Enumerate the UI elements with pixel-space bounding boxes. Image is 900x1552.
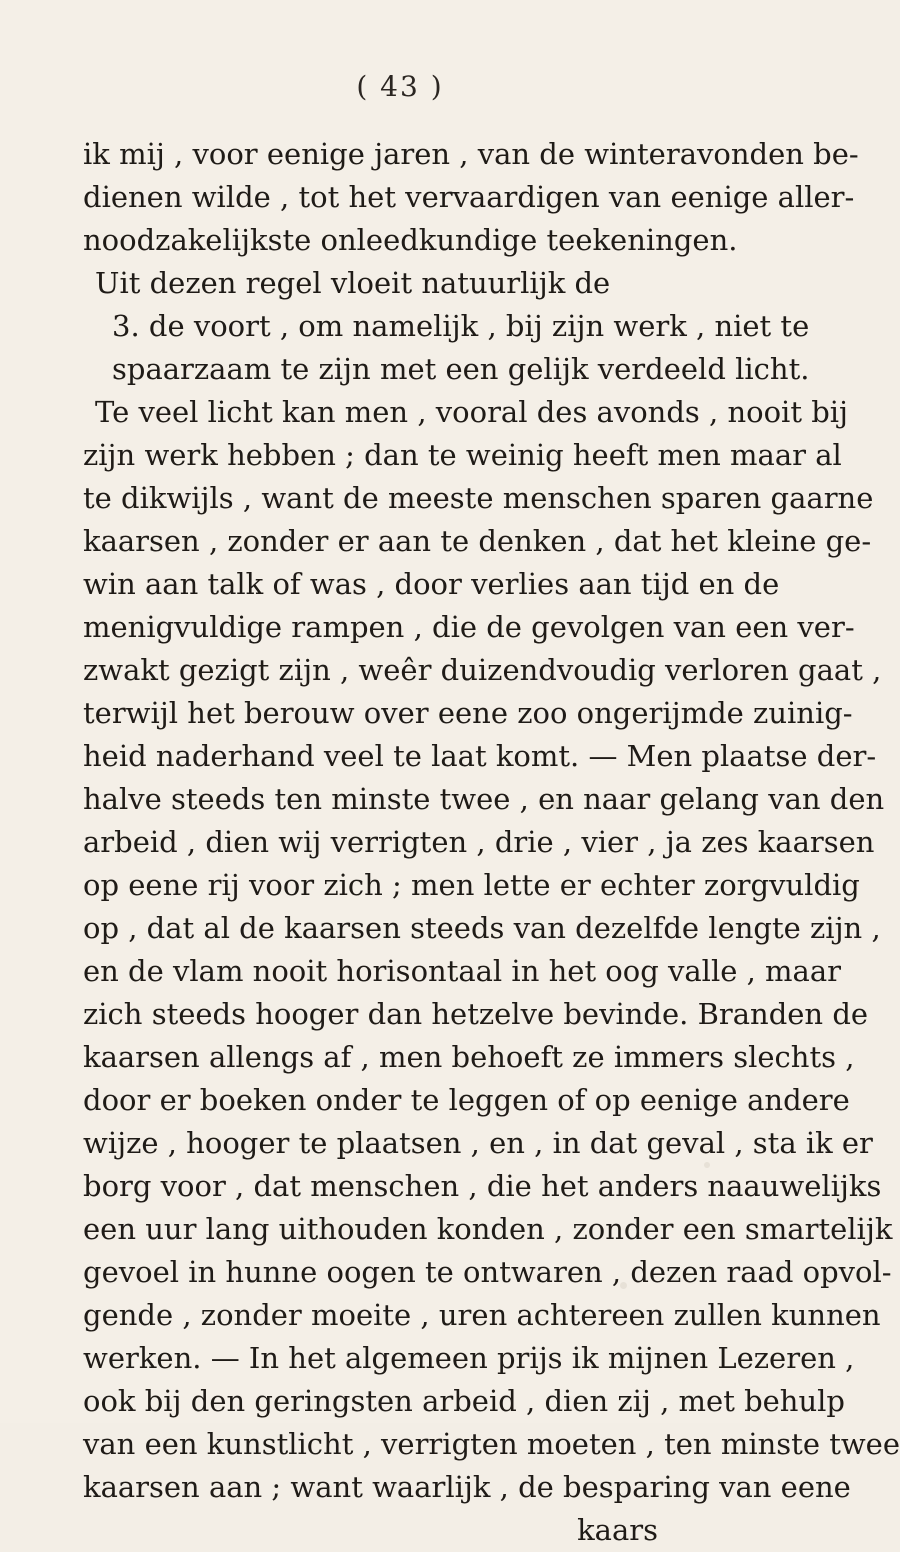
text-line: zwakt gezigt zijn , weêr duizendvoudig verloren gaat , bbox=[83, 653, 882, 687]
text-line: werken. — In het algemeen prijs ik mijnen Lezeren , bbox=[83, 1341, 855, 1375]
text-line: gevoel in hunne oogen te ontwaren , dezen raad opvol- bbox=[83, 1255, 892, 1289]
text-line: zijn werk hebben ; dan te weinig heeft men maar al bbox=[83, 438, 842, 472]
text-line: kaarsen aan ; want waarlijk , de besparing van eene bbox=[83, 1470, 851, 1504]
text-line: gende , zonder moeite , uren achtereen zullen kunnen bbox=[83, 1298, 881, 1332]
paper-stain bbox=[704, 1162, 710, 1168]
text-line: halve steeds ten minste twee , en naar gelang van den bbox=[83, 782, 885, 816]
body-text bbox=[83, 133, 900, 1552]
text-line: door er boeken onder te leggen of op eenige andere bbox=[83, 1083, 850, 1117]
text-line: arbeid , dien wij verrigten , drie , vier , ja zes kaarsen bbox=[83, 825, 875, 859]
text-line: een uur lang uithouden konden , zonder een smartelijk bbox=[83, 1212, 893, 1246]
text-line: 3. de voort , om namelijk , bij zijn werk , niet te bbox=[112, 309, 810, 343]
text-line: noodzakelijkste onleedkundige teekeningen. bbox=[83, 223, 738, 257]
text-line: op , dat al de kaarsen steeds van dezelfde lengte zijn , bbox=[83, 911, 881, 945]
text-line: terwijl het berouw over eene zoo ongerijmde zuinig- bbox=[83, 696, 853, 730]
text-line: menigvuldige rampen , die de gevolgen van een ver- bbox=[83, 610, 855, 644]
text-line: op eene rij voor zich ; men lette er echter zorgvuldig bbox=[83, 868, 860, 902]
text-line: Uit dezen regel vloeit natuurlijk de bbox=[95, 266, 611, 300]
text-line: win aan talk of was , door verlies aan tijd en de bbox=[83, 567, 780, 601]
text-line: ook bij den geringsten arbeid , dien zij , met behulp bbox=[83, 1384, 846, 1418]
text-line: dienen wilde , tot het vervaardigen van eenige aller- bbox=[83, 180, 855, 214]
text-line: Te veel licht kan men , vooral des avonds , nooit bij bbox=[95, 395, 849, 429]
text-line: wijze , hooger te plaatsen , en , in dat geval , sta ik er bbox=[83, 1126, 873, 1160]
text-line: heid naderhand veel te laat komt. — Men plaatse der- bbox=[83, 739, 877, 773]
page-number: ( 43 ) bbox=[356, 70, 444, 103]
catchword: kaars bbox=[577, 1513, 658, 1547]
text-line: ik mij , voor eenige jaren , van de winteravonden be- bbox=[83, 137, 859, 171]
text-line: zich steeds hooger dan hetzelve bevinde. Branden de bbox=[83, 997, 869, 1031]
text-line: kaarsen allengs af , men behoeft ze immers slechts , bbox=[83, 1040, 855, 1074]
text-line: en de vlam nooit horisontaal in het oog valle , maar bbox=[83, 954, 841, 988]
text-line: van een kunstlicht , verrigten moeten , ten minste twee bbox=[83, 1427, 900, 1461]
text-line: te dikwijls , want de meeste menschen sparen gaarne bbox=[83, 481, 874, 515]
text-line: borg voor , dat menschen , die het anders naauwelijks bbox=[83, 1169, 882, 1203]
text-line: kaarsen , zonder er aan te denken , dat het kleine ge- bbox=[83, 524, 872, 558]
text-line: spaarzaam te zijn met een gelijk verdeeld licht. bbox=[112, 352, 810, 386]
